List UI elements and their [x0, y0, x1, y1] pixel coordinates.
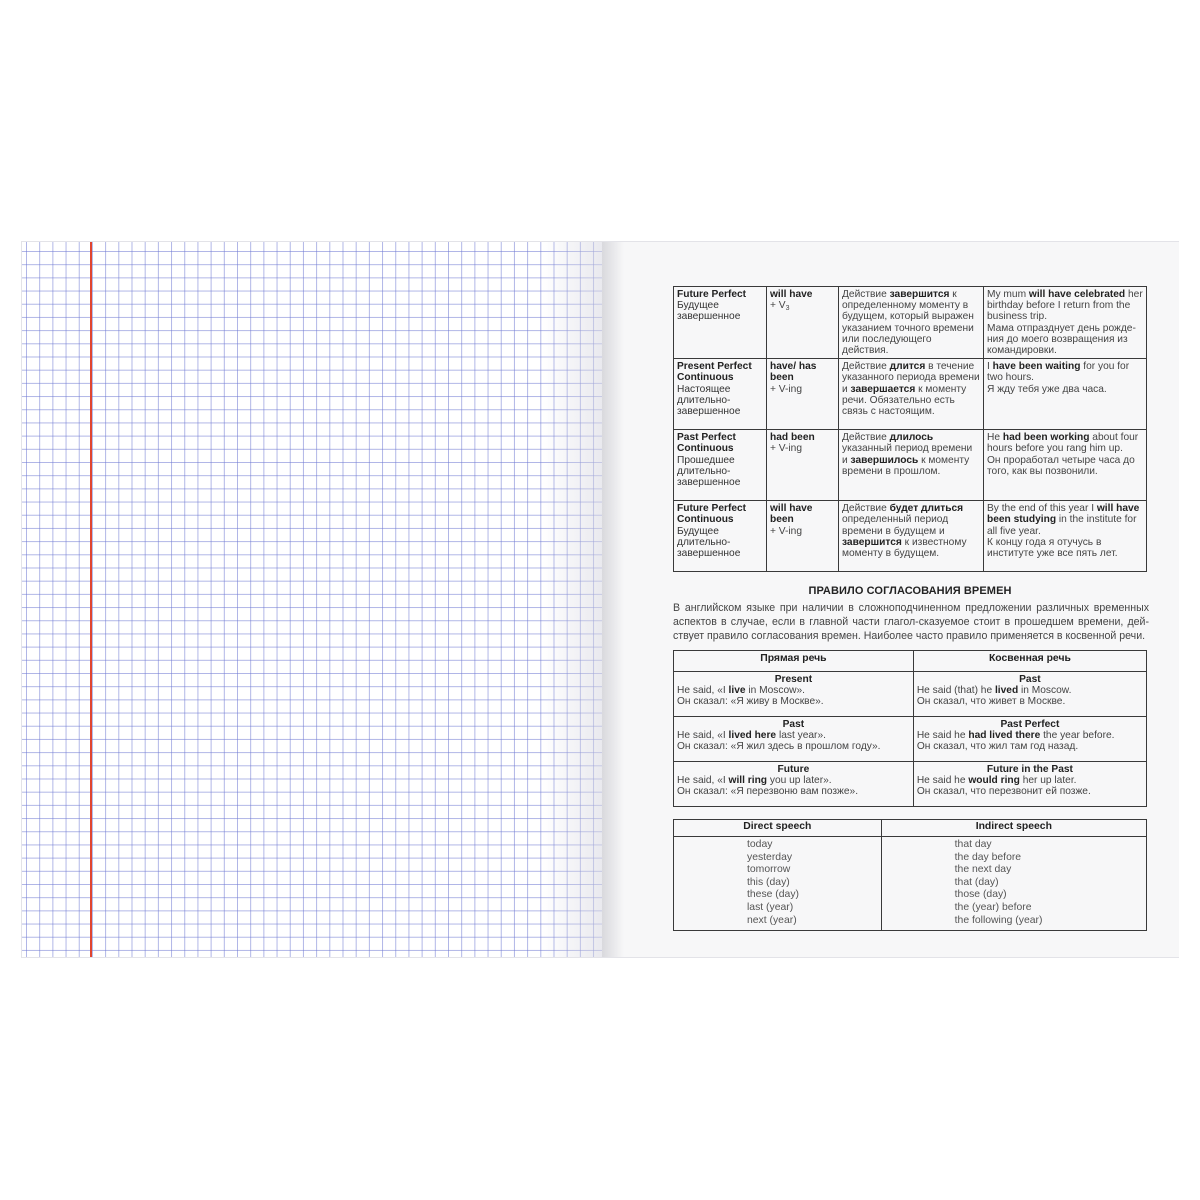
tense-formula: have/ has been + V-ing: [767, 359, 839, 430]
tense-label: Present: [774, 674, 813, 685]
tense-example: My mum will have celebrated her birthday before I return from the business trip. Мама отпразднует день рожде-ния до моего возвращения из командировки.: [984, 287, 1147, 359]
tense-name: Future Perfect Continuous: [677, 503, 747, 526]
indirect-word: the following (year): [954, 914, 1043, 926]
tense-name-ru: Будущее длительно-завершенное: [677, 525, 741, 560]
indirect-speech-cell: Future in the Past He said he would ring her up later. Он сказал, что перезвонит ей позже.: [913, 762, 1146, 807]
tense-name: Past Perfect Continuous: [677, 432, 736, 455]
tense-name-cell: [674, 430, 767, 501]
reference-page: [602, 242, 1179, 957]
tense-description: Действие завершится к определенному моменту в будущем, который выражен указанием точного времени или последующего действия.: [839, 287, 984, 359]
grid-page: [22, 242, 602, 957]
tense-example: By the end of this year I will have been studying in the institute for all five year. К концу года я отучусь в институте уже все пять лет.: [984, 501, 1147, 572]
direct-word: this (day): [747, 876, 790, 888]
tense-name: Future Perfect: [677, 289, 747, 300]
tense-label: Past Perfect: [1000, 719, 1060, 730]
direct-word: today: [747, 839, 773, 850]
direct-word: tomorrow: [747, 864, 791, 876]
direct-word: yesterday: [747, 851, 793, 863]
tense-label: Future: [777, 764, 810, 775]
speech-header-indirect: Косвенная речь: [913, 651, 1146, 672]
tense-name-ru: Прошедшее длительно-завершенное: [677, 454, 741, 489]
spine-shadow: [602, 242, 624, 957]
rule-title: ПРАВИЛО СОГЛАСОВАНИЯ ВРЕМЕН: [808, 585, 1012, 597]
direct-words: [674, 837, 882, 931]
tense-example: I have been waiting for you for two hours. Я жду тебя уже два часа.: [984, 359, 1147, 430]
tense-name-cell: [674, 359, 767, 430]
speech-table: [673, 650, 1147, 807]
direct-speech-cell: Present He said, «I live in Moscow». Он сказал: «Я живу в Москве».: [674, 672, 914, 717]
speech-row: [674, 672, 1147, 717]
tense-formula: will have + $V_3$: [767, 287, 839, 359]
tense-name-cell: [674, 287, 767, 359]
indirect-words: [881, 837, 1146, 931]
speech-header-direct: Прямая речь: [674, 651, 914, 672]
tense-formula: had been + V-ing: [767, 430, 839, 501]
tense-label: Past: [1019, 674, 1041, 685]
tense-label: Future in the Past: [986, 764, 1073, 775]
tense-description: Действие длится в течение указанного периода времени и завершается к моменту речи. Обязательно есть связь с настоящим.: [839, 359, 984, 430]
tense-formula: will have been + V-ing: [767, 501, 839, 572]
indirect-word: those (day): [954, 889, 1007, 901]
tense-table: [673, 286, 1147, 572]
indirect-word: the (year) before: [954, 901, 1032, 913]
margin-line: [90, 242, 92, 957]
indirect-speech-cell: Past Perfect He said he had lived there the year before. Он сказал, что жил там год назад.: [913, 717, 1146, 762]
tense-name-ru: Будущее завершенное: [677, 300, 741, 323]
indirect-word: the next day: [954, 864, 1012, 876]
speech-row: [674, 717, 1147, 762]
words-header-direct: Direct speech: [674, 820, 882, 837]
indirect-speech-cell: Past He said (that) he lived in Moscow. Он сказал, что живет в Москве.: [913, 672, 1146, 717]
direct-word: next (year): [747, 914, 797, 926]
words-header-indirect: Indirect speech: [881, 820, 1146, 837]
tense-label: Past: [782, 719, 805, 730]
tense-name-ru: Настоящее длительно-завершенное: [677, 383, 741, 418]
tense-row: [674, 359, 1147, 430]
open-notebook: [21, 241, 1179, 958]
tense-description: Действие длилось указанный период времени и завершилось к моменту времени в прошлом.: [839, 430, 984, 501]
indirect-word: the day before: [954, 851, 1022, 863]
direct-word: last (year): [747, 901, 794, 913]
speech-row: [674, 762, 1147, 807]
direct-speech-cell: Future He said, «I will ring you up later». Он сказал: «Я перезвоню вам позже».: [674, 762, 914, 807]
tense-row: [674, 501, 1147, 572]
rule-text: В английском языке при наличии в сложноподчиненном предложении различных временных аспектов в случае, если в главной части глагол-сказуемое стоит в прошедшем времени, дей-ствует правило согласования времен. Наиболее часто правило применяется в косвенной речи.: [673, 602, 1149, 642]
words-table: [673, 819, 1147, 931]
direct-word: these (day): [747, 889, 799, 901]
tense-name: Present Perfect Continuous: [677, 361, 752, 384]
tense-example: He had been working about four hours before you rang him up. Он проработал четыре часа до того, как вы позвонили.: [984, 430, 1147, 501]
tense-name-cell: [674, 501, 767, 572]
indirect-word: that (day): [954, 876, 999, 888]
tense-row: [674, 287, 1147, 359]
tense-row: [674, 430, 1147, 501]
indirect-word: that day: [954, 839, 992, 850]
direct-speech-cell: Past He said, «I lived here last year». Он сказал: «Я жил здесь в прошлом году».: [674, 717, 914, 762]
tense-description: Действие будет длиться определенный период времени в будущем и завершится к известному моменту в будущем.: [839, 501, 984, 572]
